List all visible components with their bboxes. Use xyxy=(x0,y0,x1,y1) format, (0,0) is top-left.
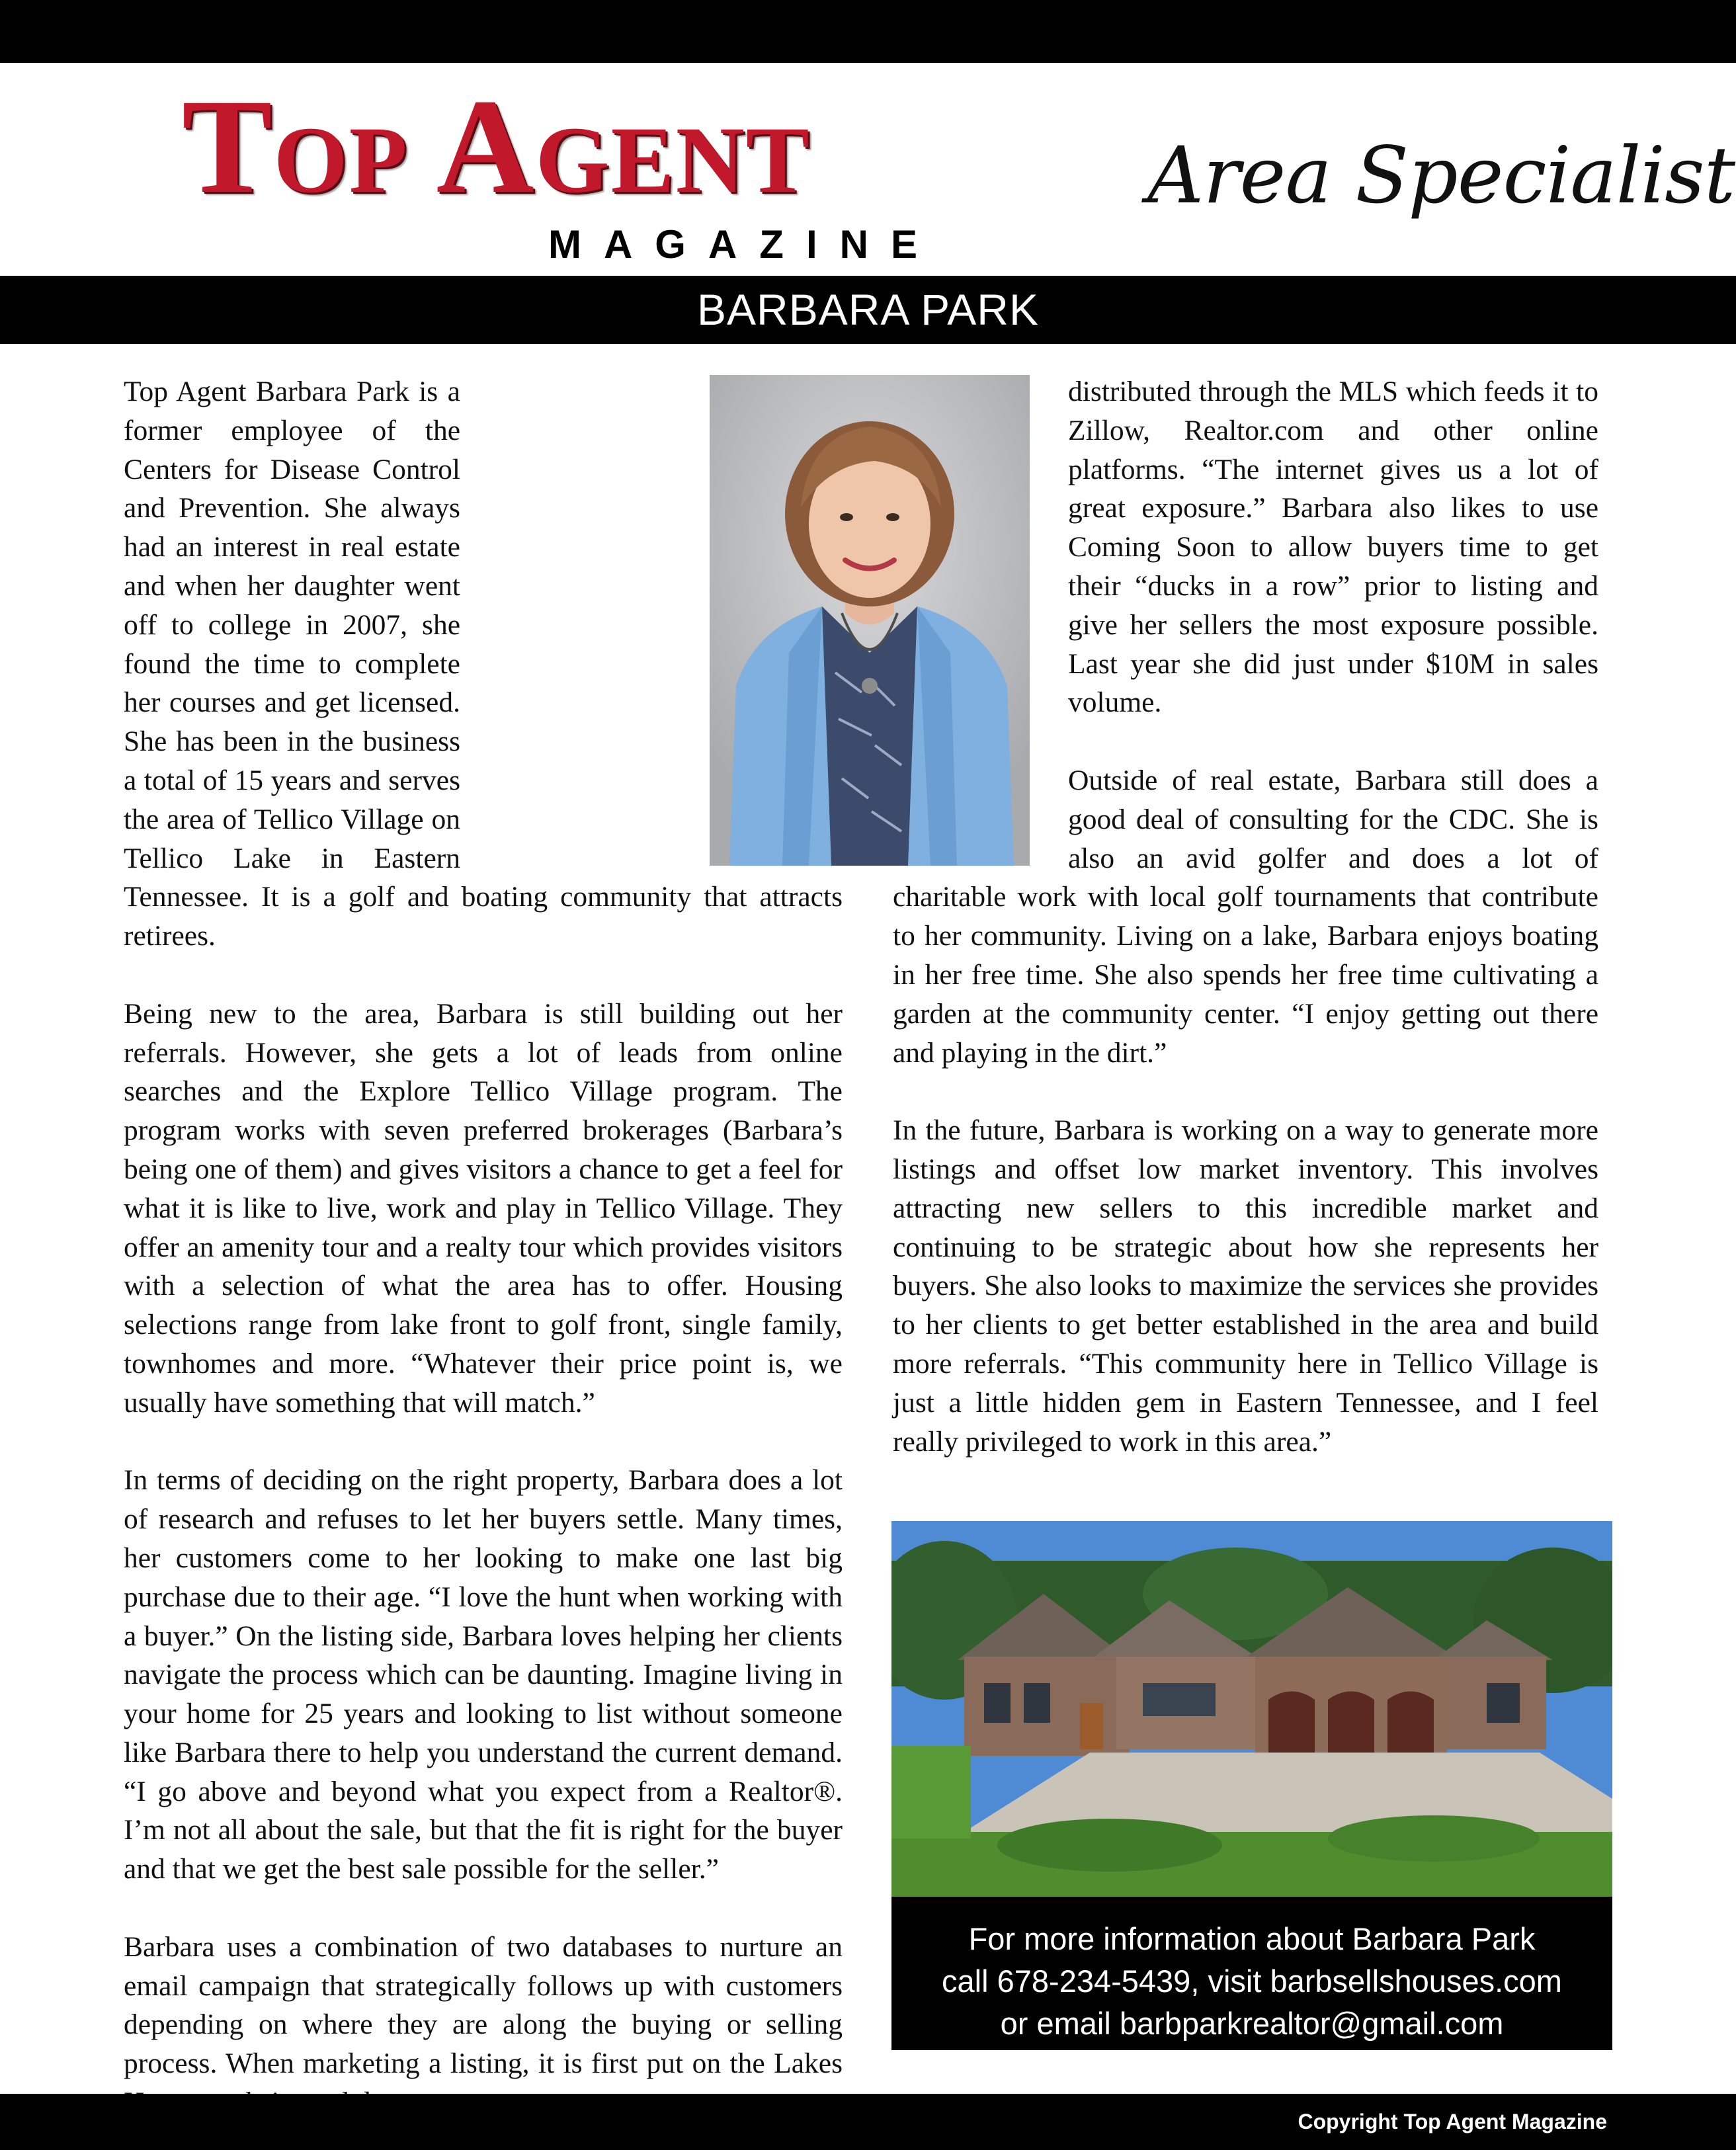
listing-house-photo xyxy=(891,1521,1612,1897)
article-paragraph: distributed through the MLS which feeds it to Zillow, Realtor.com and other online platforms. “The internet gives us a lot of great exposure.” Barbara also likes to use Coming Soon to allow buyers time to get their “ducks in a row” prior to listing and give her sellers the most exposure possible. Last year she did just under $10M in sales volume. xyxy=(1068,376,1598,719)
magazine-logo-subtitle: MAGAZINE xyxy=(548,222,940,267)
name-banner xyxy=(0,276,1736,344)
article-paragraph: In terms of deciding on the right property, Barbara does a lot of research and refuses to let her buyers settle. Many times, her customers come to her looking to make one last big purchase due to their age. “I love the hunt when working with a buyer.” On the listing side, Barbara loves helping her clients navigate the process which can be daunting. Imagine living in your home for 25 years and looking to list without someone like Barbara there to help you understand the current demand. “I go above and beyond what you expect from a Realtor®. I’m not all about the sale, but that the fit is right for the buyer and that we get the best sale possible for the seller.” xyxy=(124,1464,843,1885)
copyright-notice: Copyright Top Agent Magazine xyxy=(1298,2110,1607,2133)
article-paragraph: Barbara uses a combination of two databases to nurture an email campaign that strategically follows up with customers depending on where they are along the buying or selling process. When marketing a listing, it is first put on the Lakes xyxy=(124,1930,843,2080)
article-paragraph: Being new to the area, Barbara is still building out her referrals. However, she gets a lot of leads from online searches and the Explore Tellico Village program. The program works with seven preferred brokerages (Barbara’s being one of them) and gives visitors a chance to get a feel for what it is like to live, work and play in Tellico Village. They offer an amenity tour and a realty tour which provides visitors with a selection of what the area has to offer. Housing selections range from lake front to golf front, single family, townhomes and more. “Whatever their price point is, we usually have something that will match.” xyxy=(124,997,843,1419)
agent-name: BARBARA PARK xyxy=(697,285,1039,334)
contact-line: or email barbparkrealtor@gmail.com xyxy=(1000,2006,1504,2041)
agent-portrait xyxy=(710,375,1030,866)
section-tagline: Area Specialist xyxy=(1147,130,1735,221)
contact-line: For more information about Barbara Park xyxy=(968,1921,1536,1956)
contact-line: call 678-234-5439, visit barbsellshouses.com xyxy=(942,1964,1562,1999)
article-paragraph: In the future, Barbara is working on a way to generate more listings and offset low market inventory. This involves attracting new sellers to this incredible market and continuing to be strategic about how she represents her buyers. She also looks to maximize the services she provides to her clients to get better established in the area and build more referrals. “This community here in Tellico Village is just a little hidden gem in Eastern Tennessee, and I feel really privileged to work in this area.” xyxy=(893,1114,1598,1458)
article-paragraph: Outside of real estate, Barbara still does a good deal of consulting for the CDC. She is also an avid golfer and does a lot of charitable work with local golf tournaments that contribute to her community. Living on a lake, Barbara enjoys boating in her free time. She also spends her free time cultivating a garden at the community center. “I enjoy getting out there and playing in the dirt.” xyxy=(893,764,1598,1069)
magazine-logo: Top Agent xyxy=(182,71,811,222)
contact-info-box xyxy=(891,1897,1612,2050)
top-bar xyxy=(0,0,1736,63)
article-paragraph: Top Agent Barbara Park is a former employee of the Centers for Disease Control and Prevention. She always had an interest in real estate and when her daughter went off to college in 2007, she found the time to complete her courses and get licensed. She has been in the business a total of 15 years and serves the area of Tellico Village on Tellico Lake in Eastern Tennessee. It is a golf and boating community that attracts retirees. xyxy=(124,376,843,952)
